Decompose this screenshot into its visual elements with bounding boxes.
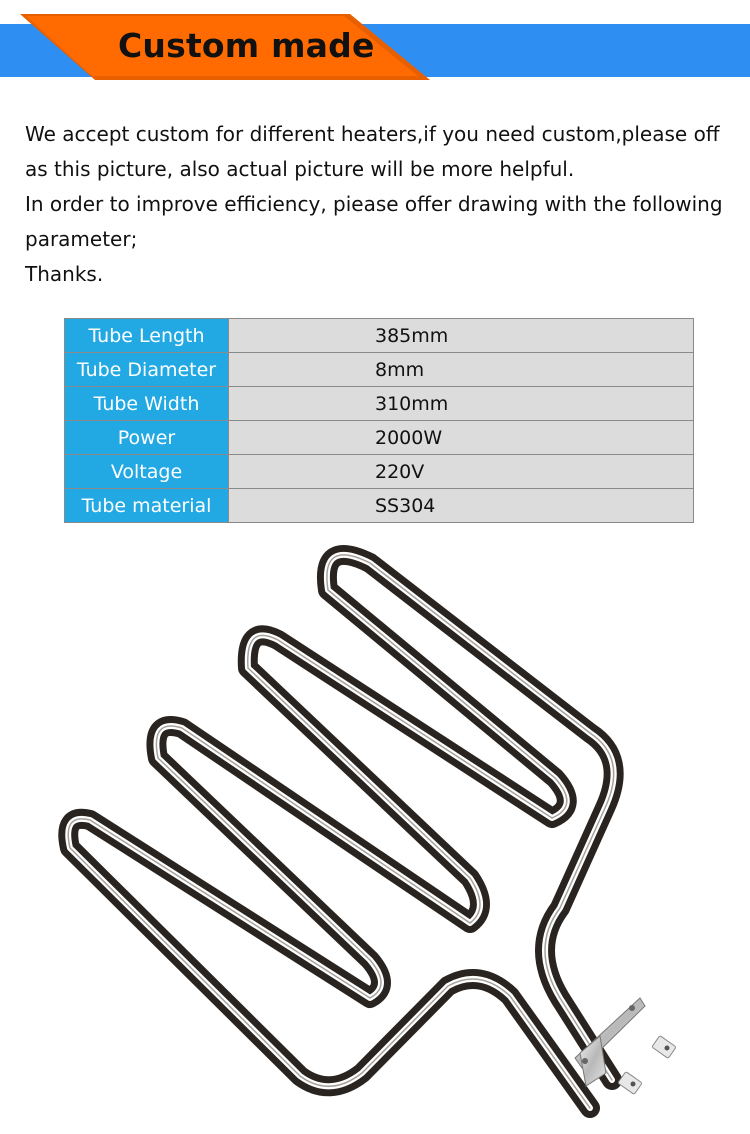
heating-element-icon — [0, 528, 750, 1128]
spec-value: 220V — [229, 455, 694, 489]
intro-line: In order to improve efficiency, piease offer drawing with the following — [25, 192, 723, 216]
spec-label: Power — [65, 421, 229, 455]
spec-label: Tube material — [65, 489, 229, 523]
table-row — [65, 353, 694, 387]
intro-text — [25, 117, 737, 292]
table-row — [65, 455, 694, 489]
spec-value: 2000W — [229, 421, 694, 455]
spec-table — [64, 318, 694, 523]
banner-title: Custom made — [118, 26, 375, 65]
spec-label: Tube Diameter — [65, 353, 229, 387]
intro-line: Thanks. — [25, 262, 104, 286]
spec-label: Voltage — [65, 455, 229, 489]
intro-line: parameter; — [25, 227, 138, 251]
table-row — [65, 319, 694, 353]
table-row — [65, 387, 694, 421]
banner-shape — [0, 0, 750, 90]
spec-label: Tube Length — [65, 319, 229, 353]
spec-label: Tube Width — [65, 387, 229, 421]
spec-value: SS304 — [229, 489, 694, 523]
terminal-icon — [618, 1036, 676, 1095]
spec-value: 8mm — [229, 353, 694, 387]
intro-line: We accept custom for different heaters,if you need custom,please off — [25, 122, 720, 146]
spec-value: 310mm — [229, 387, 694, 421]
spec-value: 385mm — [229, 319, 694, 353]
table-row — [65, 489, 694, 523]
table-row — [65, 421, 694, 455]
header-banner — [0, 0, 750, 90]
intro-line: as this picture, also actual picture will be more helpful. — [25, 157, 575, 181]
